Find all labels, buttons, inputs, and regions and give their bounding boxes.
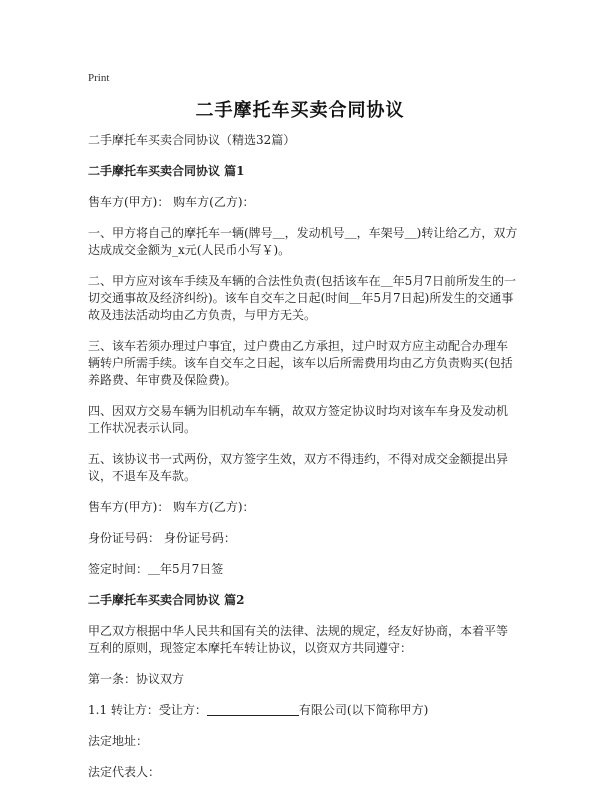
transferor-suffix: 有限公司(以下简称甲方) (298, 703, 429, 717)
section-2-article-1: 第一条：协议双方 (88, 672, 185, 686)
section-1-clause-2: 二、甲方应对该车手续及车辆的合法性负责(包括该车在＿年5月7日前所发生的一切交通事故及经济纠纷)。该车自交车之日起(时间＿年5月7日起)所发生的交通事故及违法活动均由乙方负责，与甲方无关。 (88, 274, 516, 322)
document-body (88, 132, 518, 795)
transferor-prefix: 1.1 转让方：受让方： (88, 703, 207, 717)
section-2-intro: 甲乙双方根据中华人民共和国有关的法律、法规的规定，经友好协商，本着平等互利的原则，现签定本摩托车转让协议，以资双方共同遵守： (88, 624, 509, 655)
section-1-id-numbers: 身份证号码： 身份证号码： (88, 531, 236, 545)
section-2-heading: 二手摩托车买卖合同协议 篇2 (88, 593, 245, 607)
section-1-clause-5: 五、该协议书一式两份，双方签字生效，双方不得违约，不得对成交金额提出异议，不退车及车款。 (88, 452, 509, 483)
transferor-blank-line (207, 702, 299, 716)
document-title: 二手摩托车买卖合同协议 (195, 100, 405, 121)
section-1-heading: 二手摩托车买卖合同协议 篇1 (88, 164, 245, 178)
section-1-clause-4: 四、因双方交易车辆为旧机动车车辆，故双方签定协议时均对该车车身及发动机工作状况表示认同。 (88, 404, 509, 435)
section-1-clause-1: 一、甲方将自己的摩托车一辆(牌号＿，发动机号＿，车架号＿)转让给乙方，双方达成成交金额为_x元(人民币小写￥)。 (88, 226, 518, 257)
section-1-parties: 售车方(甲方)： 购车方(乙方)： (88, 195, 255, 209)
section-1-parties-sign: 售车方(甲方)： 购车方(乙方)： (88, 500, 255, 514)
section-1-clause-3: 三、该车若须办理过户事宜，过户费由乙方承担，过户时双方应主动配合办理车辆转户所需手续。该车自交车之日起，该车以后所需费用均由乙方负责购买(包括养路费、年审费及保险费)。 (88, 339, 513, 387)
section-2-transferor-line (88, 702, 518, 719)
section-2-legal-rep: 法定代表人： (88, 765, 161, 779)
document-subtitle: 二手摩托车买卖合同协议（精选32篇） (88, 133, 296, 147)
print-label: Print (88, 72, 110, 84)
section-2-legal-address: 法定地址： (88, 734, 149, 748)
section-1-sign-date: 签定时间：＿年5月7日签 (88, 562, 224, 576)
